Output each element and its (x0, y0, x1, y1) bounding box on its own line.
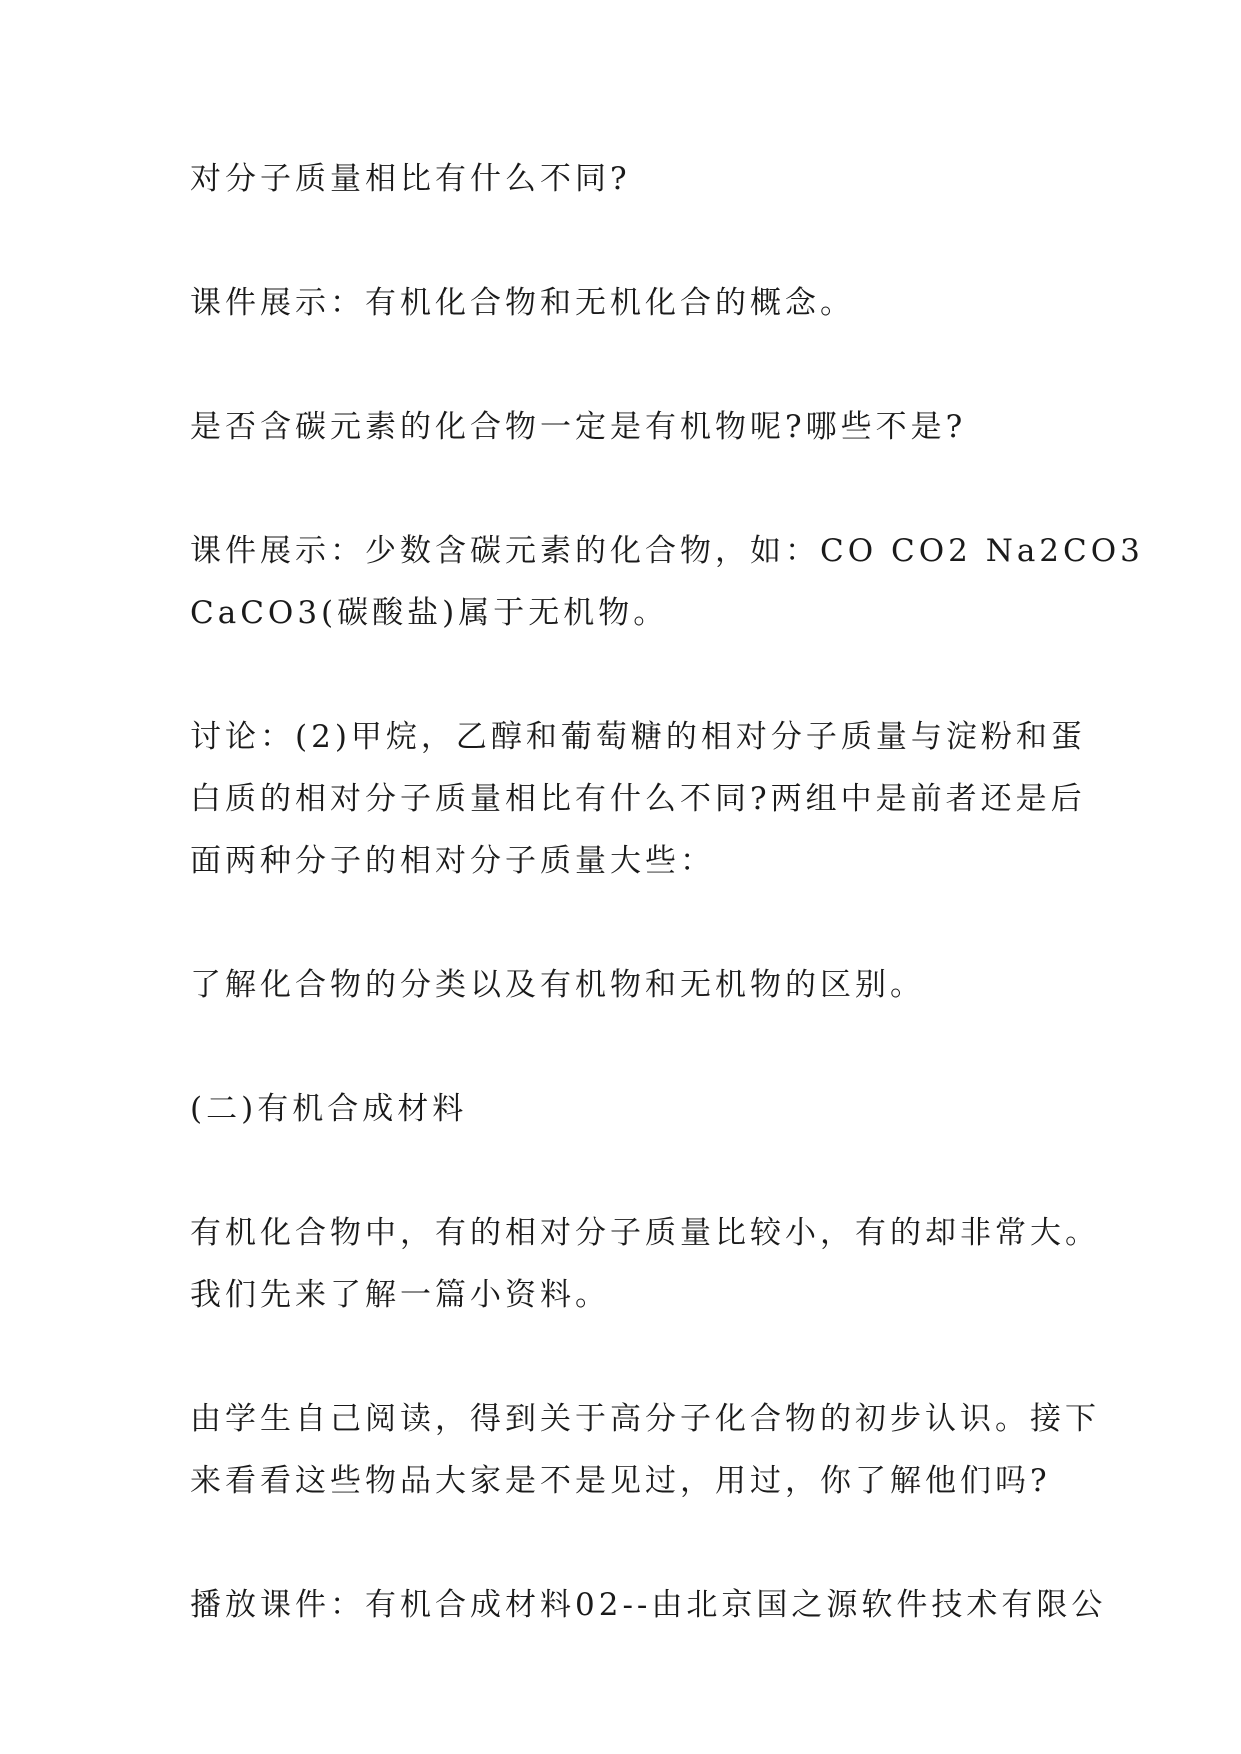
text-line: 来看看这些物品大家是不是见过，用过，你了解他们吗? (190, 1463, 1051, 1499)
paragraph-4 (190, 520, 1144, 644)
paragraph-5 (190, 706, 1086, 892)
text-line: 对分子质量相比有什么不同? (190, 161, 631, 197)
paragraph-1 (190, 148, 1070, 210)
text-line: 有机化合物中，有的相对分子质量比较小，有的却非常大。 (190, 1215, 1100, 1251)
text-line: (二)有机合成材料 (190, 1091, 468, 1127)
text-line: 讨论：(2)甲烷，乙醇和葡萄糖的相对分子质量与淀粉和蛋 (190, 719, 1086, 755)
text-line: 播放课件：有机合成材料02--由北京国之源软件技术有限公 (190, 1587, 1107, 1623)
text-line: 课件展示：有机化合物和无机化合的概念。 (190, 285, 855, 321)
paragraph-6 (190, 954, 1070, 1016)
text-line: 了解化合物的分类以及有机物和无机物的区别。 (190, 967, 925, 1003)
paragraph-8 (190, 1202, 1100, 1326)
paragraph-10 (190, 1574, 1107, 1636)
text-line: 白质的相对分子质量相比有什么不同?两组中是前者还是后 (190, 781, 1086, 817)
text-line: 面两种分子的相对分子质量大些： (190, 843, 715, 879)
text-line: 我们先来了解一篇小资料。 (190, 1277, 610, 1313)
paragraph-3 (190, 396, 1070, 458)
text-line: 是否含碳元素的化合物一定是有机物呢?哪些不是? (190, 409, 967, 445)
text-line: 课件展示：少数含碳元素的化合物，如：CO CO2 Na2CO3 (190, 533, 1144, 569)
text-line: 由学生自己阅读，得到关于高分子化合物的初步认识。接下 (190, 1401, 1100, 1437)
paragraph-2 (190, 272, 1070, 334)
paragraph-9 (190, 1388, 1100, 1512)
text-line: CaCO3(碳酸盐)属于无机物。 (190, 595, 669, 631)
section-heading (190, 1078, 1070, 1140)
